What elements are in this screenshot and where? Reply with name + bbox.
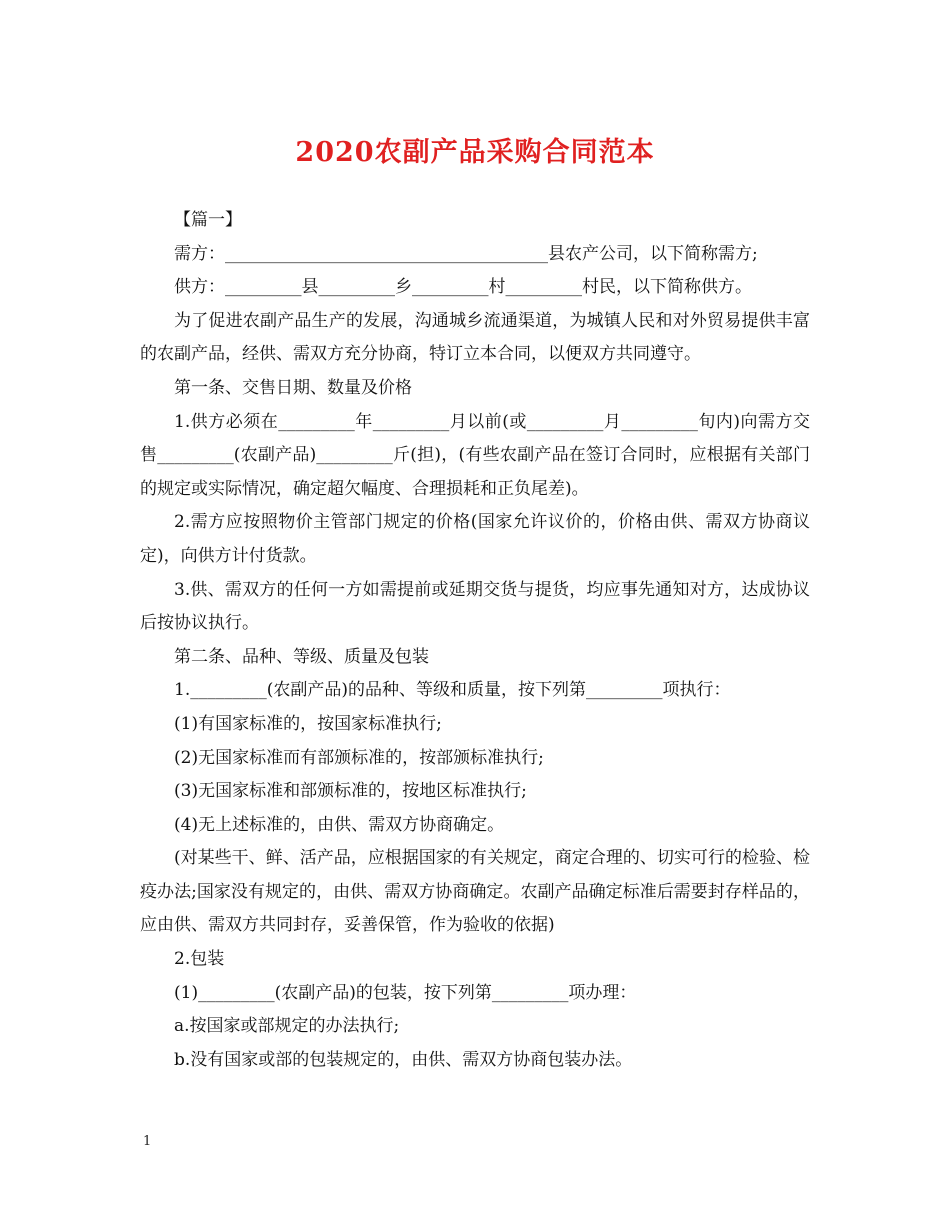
- standard-option-2: (2)无国家标准而有部颁标准的，按部颁标准执行;: [174, 747, 544, 768]
- standard-option-3: (3)无国家标准和部颁标准的，按地区标准执行;: [174, 781, 527, 802]
- packaging-clause-1: (1)_________(农副产品)的包装，按下列第_________项办理：: [174, 982, 637, 1003]
- article-two-clause-1: 1._________(农副产品)的品种、等级和质量，按下列第_________项执行：: [174, 680, 731, 701]
- article-one-clause-1: 1.供方必须在_________年_________月以前(或_________月_________旬内)向需方交售_________(农副产品)_________斤(担)，(有些农副产品在签订合同时，应根据有关部门的规定或实际情况，确定超欠幅度、合理损耗和正负尾差)。: [140, 411, 810, 499]
- standard-option-1: (1)有国家标准的，按国家标准执行;: [174, 713, 442, 734]
- packaging-option-b: b.没有国家或部的包装规定的，由供、需双方协商包装办法。: [174, 1049, 633, 1070]
- packaging-heading: 2.包装: [174, 949, 225, 970]
- buyer-line: 需方：______________________________________县农产公司，以下简称需方;: [174, 243, 758, 264]
- preamble-paragraph: 为了促进农副产品生产的发展，沟通城乡流通渠道，为城镇人民和对外贸易提供丰富的农副产品，经供、需双方充分协商，特订立本合同，以便双方共同遵守。: [140, 310, 810, 365]
- article-one-clause-3: 3.供、需双方的任何一方如需提前或延期交货与提货，均应事先通知对方，达成协议后按协议执行。: [140, 579, 810, 634]
- supplier-line: 供方：_________县_________乡_________村_________村民，以下简称供方。: [174, 277, 752, 298]
- article-one-clause-2: 2.需方应按照物价主管部门规定的价格(国家允许议价的，价格由供、需双方协商议定)，向供方计付货款。: [140, 512, 810, 566]
- section-heading-part-one: 【篇一】: [174, 210, 242, 230]
- document-title: 2020农副产品采购合同范本: [295, 137, 655, 168]
- page-number: 1: [143, 1134, 152, 1149]
- article-one-heading: 第一条、交售日期、数量及价格: [174, 377, 412, 398]
- standard-option-4: (4)无上述标准的，由供、需双方协商确定。: [174, 814, 505, 835]
- packaging-option-a: a.按国家或部规定的办法执行;: [174, 1016, 400, 1037]
- standard-note-paragraph: (对某些干、鲜、活产品，应根据国家的有关规定，商定合理的、切实可行的检验、检疫办法;国家没有规定的，由供、需双方协商确定。农副产品确定标准后需要封存样品的，应由供、需双方共同封存，妥善保管，作为验收的依据): [140, 848, 810, 936]
- article-two-heading: 第二条、品种、等级、质量及包装: [174, 646, 429, 667]
- document-body: [140, 204, 810, 1077]
